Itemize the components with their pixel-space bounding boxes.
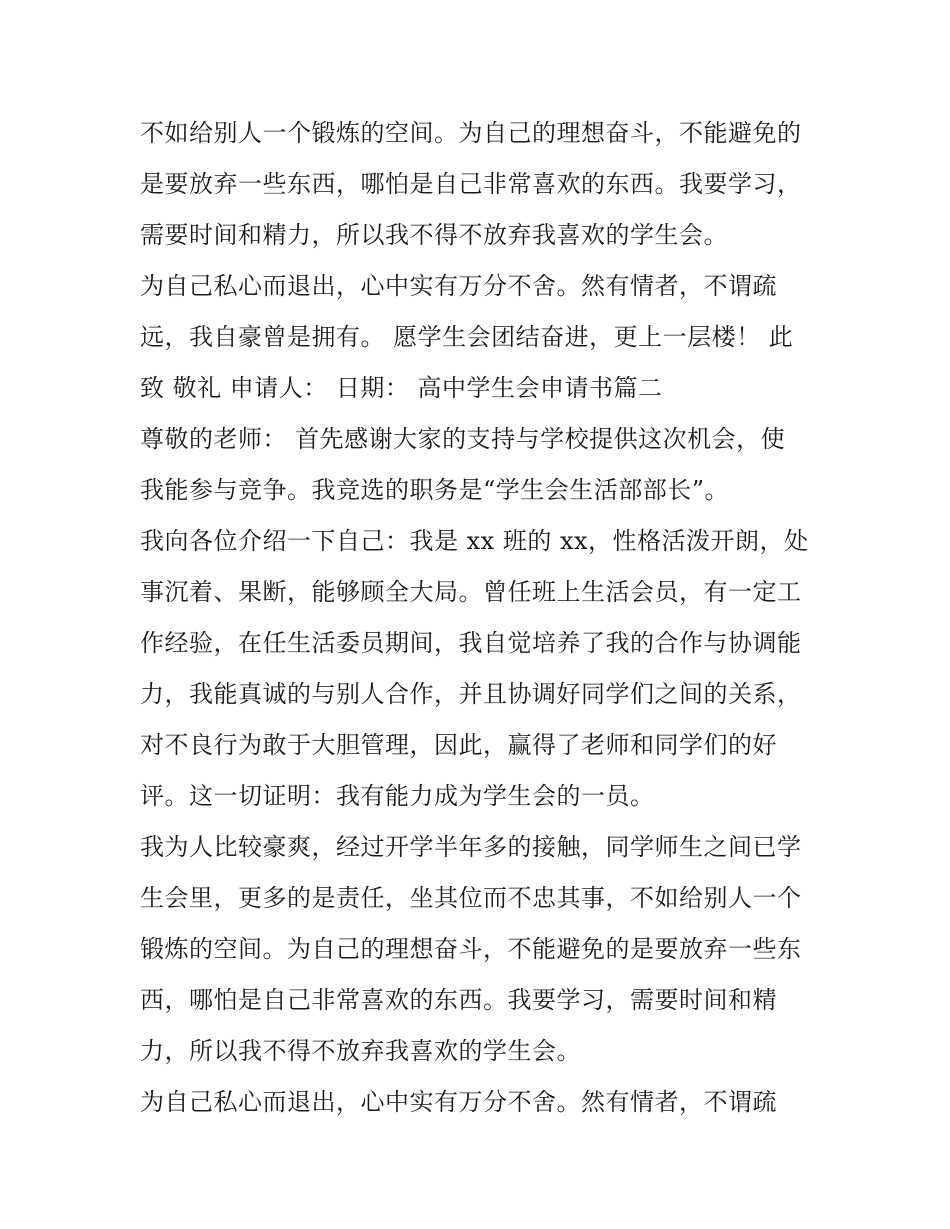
text-line: 致 敬礼 申请人： 日期： 高中学生会申请书篇二 — [140, 374, 663, 402]
text-line: 对不良行为敢于大胆管理，因此，赢得了老师和同学们的好 — [140, 731, 777, 759]
text-line: 为自己私心而退出，心中实有万分不舍。然有情者，不谓疏 — [140, 272, 777, 300]
text-line: 远，我自豪曾是拥有。 愿学生会团结奋进，更上一层楼！ 此 — [140, 323, 794, 351]
text-line: 我向各位介绍一下自己：我是 xx 班的 xx，性格活泼开朗，处 — [140, 527, 809, 555]
text-line: 西，哪怕是自己非常喜欢的东西。我要学习，需要时间和精 — [140, 986, 777, 1014]
text-line: 事沉着、果断，能够顾全大局。曾任班上生活会员，有一定工 — [140, 578, 802, 606]
text-line: 是要放弃一些东西，哪怕是自己非常喜欢的东西。我要学习， — [140, 170, 802, 198]
text-line: 为自己私心而退出，心中实有万分不舍。然有情者，不谓疏 — [140, 1088, 777, 1116]
document-body — [140, 108, 830, 1128]
text-line: 尊敬的老师： 首先感谢大家的支持与学校提供这次机会，使 — [140, 425, 786, 453]
text-line: 作经验，在任生活委员期间，我自觉培养了我的合作与协调能 — [140, 629, 802, 657]
text-line: 不如给别人一个锻炼的空间。为自己的理想奋斗，不能避免的 — [140, 119, 802, 147]
text-line: 力，我能真诚的与别人合作，并且协调好同学们之间的关系， — [140, 680, 802, 708]
text-line: 我能参与竞争。我竞选的职务是“学生会生活部部长”。 — [140, 476, 730, 504]
text-line: 需要时间和精力，所以我不得不放弃我喜欢的学生会。 — [140, 221, 728, 249]
text-line: 力，所以我不得不放弃我喜欢的学生会。 — [140, 1037, 581, 1065]
text-line: 我为人比较豪爽，经过开学半年多的接触，同学师生之间已学 — [140, 833, 802, 861]
text-line: 评。这一切证明：我有能力成为学生会的一员。 — [140, 782, 655, 810]
text-line: 锻炼的空间。为自己的理想奋斗，不能避免的是要放弃一些东 — [140, 935, 802, 963]
text-line: 生会里，更多的是责任，坐其位而不忠其事，不如给别人一个 — [140, 884, 802, 912]
